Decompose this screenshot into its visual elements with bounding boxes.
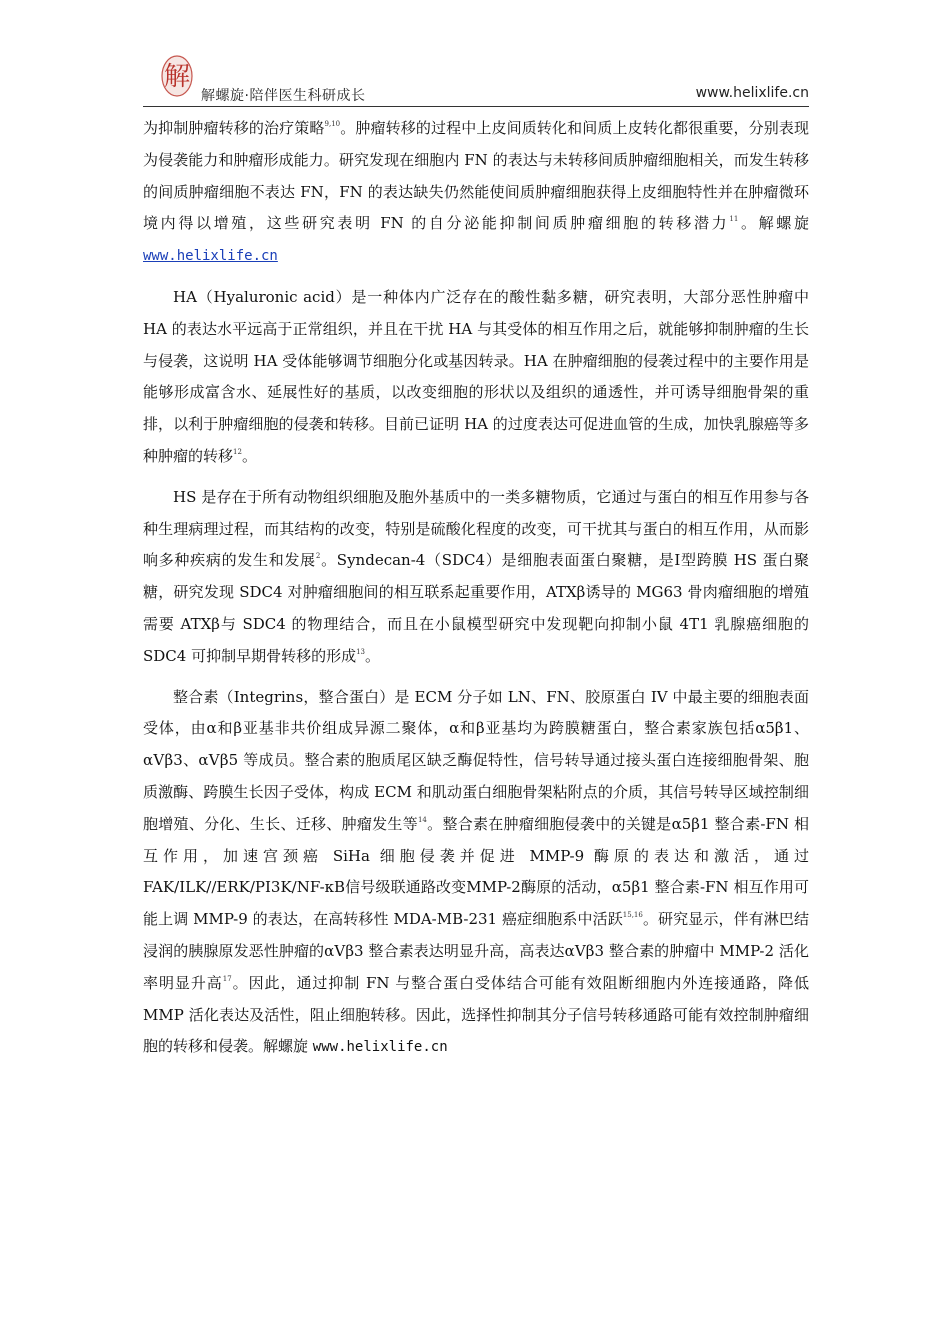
header-divider — [143, 106, 809, 107]
citation-superscript: 17 — [222, 974, 232, 983]
paragraph-text: 整合素（Integrins，整合蛋白）是 ECM 分子如 LN、FN、胶原蛋白 IV 中最主要的细胞表面受体，由α和β亚基非共价组成异源二聚体，α和β亚基均为跨膜糖蛋白，整合素家族包括α5β1、αⅤβ3、αⅤβ5 等成员。整合素的胞质尾区缺乏酶促特性，信号转导通过接头蛋白连接细胞骨架、胞质激酶、跨膜生长因子受体，构成 ECM 和肌动蛋白细胞骨架粘附点的介质，其信号转导区域控制细胞增殖、分化、生长、迁移、肿瘤发生等 — [143, 687, 809, 833]
logo-mark: 解 — [163, 62, 191, 92]
paragraph — [143, 482, 809, 673]
citation-superscript: 15,16 — [622, 911, 643, 920]
citation-superscript: 9,10 — [324, 120, 341, 128]
citation-superscript: 2 — [315, 552, 321, 561]
citation-superscript: 14 — [417, 815, 427, 824]
page-header — [143, 52, 809, 108]
paragraph-text: 。 — [365, 646, 381, 665]
paragraph-text: 。肿瘤转移的过程中上皮间质转化和间质上皮转化都很重要，分别表现为侵袭能力和肿瘤形成能力。研究发现在细胞内 FN 的表达与未转移间质肿瘤细胞相关，而发生转移的间质肿瘤细胞不表达 FN，FN 的表达缺失仍然能使间质肿瘤细胞获得上皮细胞特性并在肿瘤微环境内得以增殖，这些研究表明 FN 的自分泌能抑制间质肿瘤细胞的转移潜力 — [143, 119, 809, 233]
paragraph-text: 。研究显示，伴有淋巴结浸润的胰腺原发恶性肿瘤的αⅤβ3 整合素表达明显升高，高表达αⅤβ3 整合素的肿瘤中 MMP-2 活化率明显升高 — [143, 910, 809, 992]
paragraph — [143, 682, 809, 1065]
paragraph — [143, 113, 809, 273]
paragraph-text: 。整合素在肿瘤细胞侵袭中的关键是α5β1 整合素-FN 相互作用，加速宫颈癌 SiHa 细胞侵袭并促进 MMP-9 酶原的表达和激活，通过FAK/ILK//ERK/PI3K/NF-κB信号级联通路改变MMP-2酶原的活动，α5β1 整合素-FN 相互作用可能上调 MMP-9 的表达，在高转移性 MDA-MB-231 癌症细胞系中活跃 — [143, 814, 809, 929]
document-body — [143, 113, 809, 1073]
paragraph-text: HS 是存在于所有动物组织细胞及胞外基质中的一类多糖物质，它通过与蛋白的相互作用参与各种生理病理过程，而其结构的改变，特别是硫酸化程度的改变，可干扰其与蛋白的相互作用，从而影响多种疾病的发生和发展 — [143, 487, 809, 570]
brand-slogan: 解螺旋·陪伴医生科研成长 — [201, 88, 366, 104]
paragraph-text: 。Syndecan-4（SDC4）是细胞表面蛋白聚糖，是Ⅰ型跨膜 HS 蛋白聚糖，研究发现 SDC4 对肿瘤细胞间的相互联系起重要作用，ATXβ诱导的 MG63 骨肉瘤细胞的增殖需要 ATXβ与 SDC4 的物理结合，而且在小鼠模型研究中发现靶向抑制小鼠 4T1 乳腺癌细胞的 SDC4 可抑制早期骨转移的形成 — [143, 551, 809, 665]
citation-superscript: 11 — [729, 215, 739, 224]
paragraph-text: 为抑制肿瘤转移的治疗策略 — [143, 119, 325, 137]
paragraph — [143, 282, 809, 473]
paragraph-text: HA（Hyaluronic acid）是一种体内广泛存在的酸性黏多糖，研究表明，大部分恶性肿瘤中 HA 的表达水平远高于正常组织，并且在干扰 HA 与其受体的相互作用之后，就能够抑制肿瘤的生长与侵袭，这说明 HA 受体能够调节细胞分化或基因转录。HA 在肿瘤细胞的侵袭过程中的主要作用是能够形成富含水、延展性好的基质，以改变细胞的形状以及组织的通透性，并可诱导细胞骨架的重排，以利于肿瘤细胞的侵袭和转移。目前已证明 HA 的过度表达可促进血管的生成，加快乳腺癌等多种肿瘤的转移 — [143, 287, 809, 465]
site-link[interactable]: www.helixlife.cn — [143, 248, 278, 265]
citation-superscript: 12 — [233, 447, 242, 456]
site-url-text: www.helixlife.cn — [312, 1039, 448, 1056]
helix-logo-icon — [157, 52, 201, 100]
paragraph-text: 。 — [241, 446, 257, 465]
citation-superscript: 13 — [356, 647, 366, 656]
paragraph-text: 。解螺旋 — [738, 214, 809, 233]
header-site-url[interactable]: www.helixlife.cn — [695, 85, 809, 101]
paragraph-text: 。因此，通过抑制 FN 与整合蛋白受体结合可能有效阻断细胞内外连接通路，降低 MMP 活化表达及活性，阻止细胞转移。因此，选择性抑制其分子信号转移通路可能有效控制肿瘤细胞的转移和侵袭。解螺旋 — [143, 973, 809, 1056]
